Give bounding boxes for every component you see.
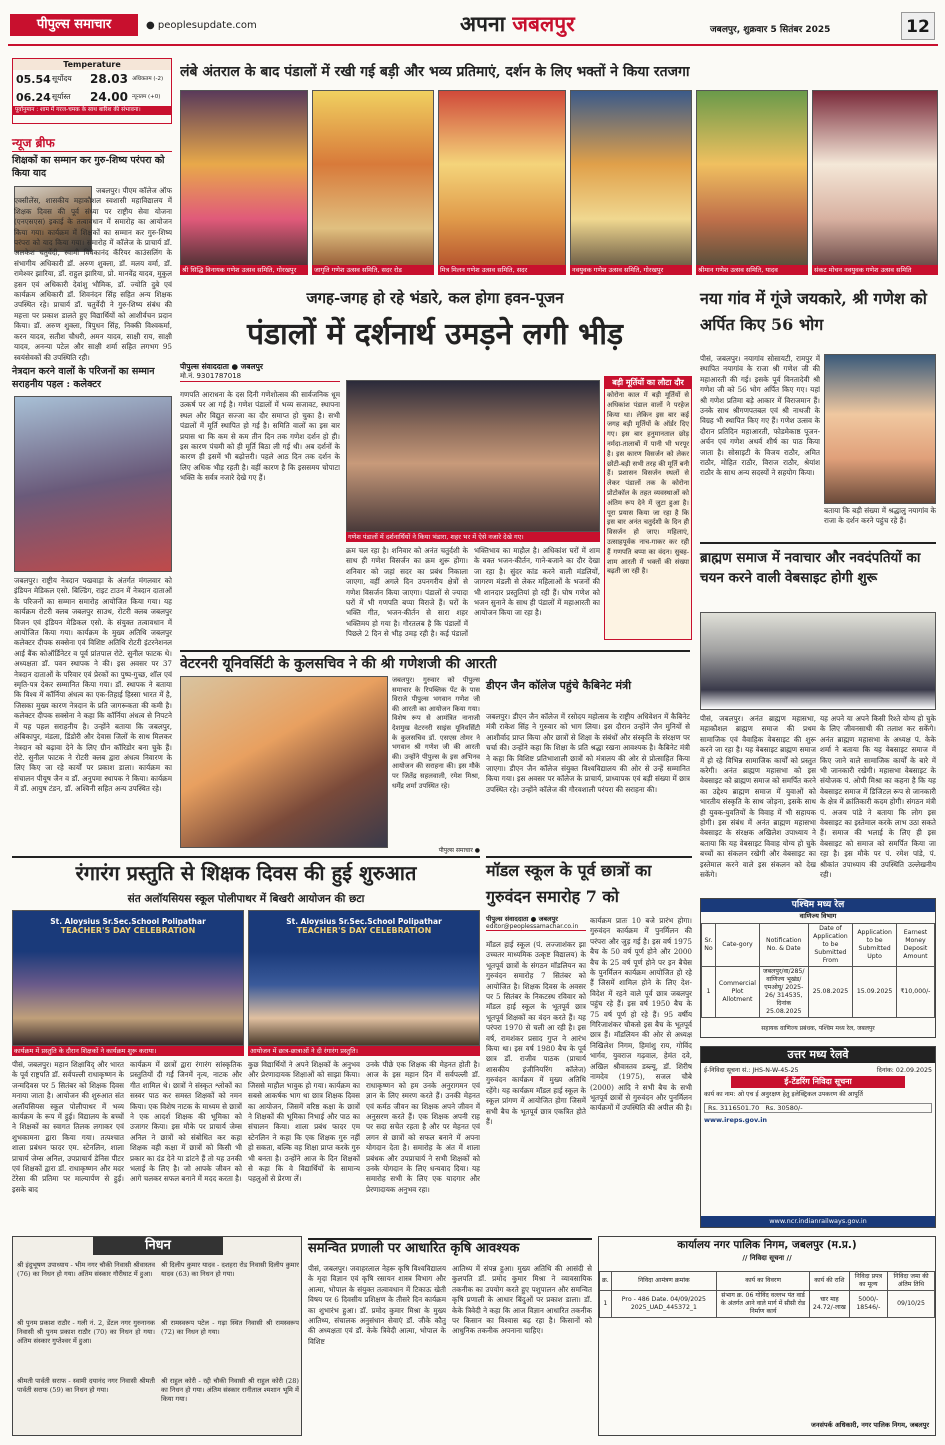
table-row [600,1291,935,1318]
lead-photo-caption: गणेश पंडालों में दर्शनार्थियों ने किया भंडारा, शहर भर में ऐसे नजारे देखे गए। [346,532,600,542]
nagar-td: Pro - 486 Date. 04/09/2025 2025_UAD_445372_1 [611,1291,716,1318]
page-number: 12 [901,12,935,40]
rangarang-photo-1 [12,910,244,1046]
wcr-table [701,923,935,1018]
table-row [702,967,935,1018]
forecast: पूर्वानुमान : शाम में गरज-चमक के साथ बारिश की संभावना। [13,106,171,115]
ncr-site[interactable]: www.ireps.gov.in [704,1115,768,1124]
ganesh-photo-5 [696,90,808,275]
weather-box [12,58,172,124]
navagaon-photo [824,354,936,504]
nagar-td: 5000/- 18546/- [849,1291,887,1318]
nagar-title: कार्यालय नगर पालिक निगम, जबलपुर (म.प्र.) [677,1239,857,1251]
brahmin-col-2: यह अपने या अपने किसी रिश्ते योग्य हो चुके के लिए जीवनसाथी की तलाश कर सकेंगे। अनंत ब्राह्मण महासभा के अध्यक्ष पं. केके शर्मा ने बताया कि यह वेबसाइट समाज में किए जाने वाले सामाजिक कार्यों के बारे में भी जानकारी रखेगी। महासभा वेबसाइट के संयोजक पं. ओपी मिश्रा का कहना है कि यह वेबसाइट समाज में डिजिटल रूप से जानकारी के क्षेत्र में क्रांतिकारी कदम होगी। संगठन मंत्री पं. अजय पांडे ने बताया कि लोग इस वेबसाइट का इस्तेमाल करके लाभ उठा सकते हैं। समाज की भलाई के लिए ही इस वेबसाइट को समाज को समर्पित किया जा रहा है। इस मौके पर पं. रमेश पांडे, पं. श्रीकांत उपाध्याय की उपस्थिति उल्लेखनीय रही। [820,714,936,880]
masthead [8,8,938,46]
section-title [460,10,575,38]
banner-teachers-day: TEACHER'S DAY CELEBRATION [60,926,196,935]
obit-item: श्री दिलीप कुमार यादव - दशहरा रोड निवासी दिलीप कुमार यादव (63) का निधन हो गया। [161,1261,299,1279]
nagar-sub: // निविदा सूचना // [742,1254,792,1262]
model-email[interactable]: editor@peoplessamachar.co.in [486,923,579,930]
vet-photo [180,676,388,848]
dateline: जबलपुर, शुक्रवार 5 सितंबर 2025 [710,25,831,35]
sunrise-time: 05.54 [16,72,51,86]
agri-headline: समन्वित प्रणाली पर आधारित कृषि आवश्यक [308,1238,592,1258]
nagar-td: 1 [600,1291,612,1318]
obit-item: श्रीमती पार्वती सराफ - स्वामी दयानंद नगर निवासी श्रीमती पार्वती सराफ (59) का निधन हो गया। [17,1377,155,1395]
wcr-footer: सहायक वाणिज्य प्रबंधक, पश्चिम मध्य रेल, जबलपुर [761,1025,875,1032]
nagar-td: 09/10/25 [888,1291,935,1318]
sunset-label: सूर्यास्त [52,92,71,101]
weather-title: Temperature [13,59,171,70]
min-label: न्यूनतम (+0) [132,93,161,100]
gallery-caption-4: नवयुवक गणेश उत्सव समिति, गोरखपुर [570,265,692,275]
rangarang-caption-1: कार्यक्रम में प्रस्तुति के दौरान शिक्षकों ने कार्यक्रम शुरू कराया। [12,1046,244,1056]
vet-credit: पीपुल्स समाचार ● [438,847,480,854]
rangarang-col-1: पीसं, जबलपुर। महान शिक्षाविद् और भारत के पूर्व राष्ट्रपति डॉ. सर्वपल्ली राधाकृष्णन के जन्मदिवस पर 5 सितंबर को शिक्षक दिवस मनाया जाता है। आयोजन की शुरुआत संत अलॉयसियस स्कूल पोलीपाथर में भव्य कार्यक्रम के रूप में हुई। विद्यालय के बच्चों ने शिक्षकों का स्वागत तिलक लगाकर एवं शुभकामना द्वारा किया गया। तत्पश्चात शाला प्रबंधन फादर एम. स्टेनलिन, शाला प्राचार्य जेम्स अनिल, उपप्राचार्य डेनिस पीटर एवं शिक्षकों द्वारा डॉ. राधाकृष्णन और मदर टेरेसा की प्रतिमा पर माल्यार्पण से हुई। इसके बाद [12,1060,124,1194]
model-byline [486,914,586,931]
ncr-cost-row [704,1103,932,1113]
ncr-no: ई-निविदा सूचना सं.: JHS-N-W-45-25 [704,1067,799,1074]
obit-item: श्री राहुल कोरी - रद्दी चौकी निवासी श्री राहुल कोरी (28) का निधन हो गया। अंतिम संस्कार रानीताल श्मशान भूमि में किया गया। [161,1377,299,1404]
obit-item: श्री इंदुभूषण उपाध्याय - भीम नगर चौकी निवासी श्रीवास्तव (76) का निधन हो गया। अंतिम संस्कार गौरीघाट में हुआ। [17,1261,155,1279]
brief-headline-1: शिक्षकों का सम्मान कर गुरु-शिष्य परंपरा को किया याद [12,155,165,179]
brahmin-headline: ब्राह्मण समाज में नवाचार और नवदंपतियों का चयन करने वाली वेबसाइट होगी शुरू [700,542,936,588]
nagar-th: कार्य का विवरण [717,1272,810,1291]
ganesh-photo-1 [180,90,308,275]
max-label: अधिकतम (-2) [132,75,164,82]
weather-row [13,88,171,106]
lead-kicker: जगह-जगह हो रहे भंडारे, कल होगा हवन-पूजन [306,289,564,307]
agri-col-2: आतिथ्य में संपन्न हुआ। मुख्य अतिथि की आसंदी से कुलपति डॉ. प्रमोद कुमार मिश्रा ने व्यावसायिक तकनीक का उपयोग करते हुए पशुपालन और समन्वित कृषि प्रणाली के आधार बिंदुओं पर प्रकाश डाला। डॉ. केके त्रिवेदी ने कहा कि आज विज्ञान आधारित तकनीक पर किसान का विश्वास बढ़ रहा है। किसानों को आधुनिक तकनीक अपनाना चाहिए। [452,1264,592,1336]
ganesh-photo-6 [812,90,938,275]
model-col-2: कार्यक्रम प्रातः 10 बजे प्रारंभ होगा। गुरुवंदन कार्यक्रम में पुनर्मिलन की परंपरा और जुड़ गई है। इस वर्ष 1975 बैच के 50 वर्ष पूर्ण होने और 2000 बैच के 25 वर्ष पूर्ण होने पर इन बैचेस के पुनर्मिलन कार्यक्रम आयोजित हो रहे हैं जिसमें शामिल होने के लिए देश-विदेश में रहने वाले पूर्व छात्र जबलपुर पहुंच रहे हैं। इस वर्ष 1950 बैच के 75 वर्ष पूर्ण हो रहे हैं। 95 वर्षीय गिरिजाशंकर चौकसे इस बैच के भूतपूर्व छात्र हैं। मॉडलियन की ओर से अध्यक्ष निखिलेश निगम, हिमांशु राय, गोविंद भार्गव, युवराज गढ़वाल, हेमंत दवे, अखिल श्रीवास्तव डब्ल्यू, डॉ. शिरीष नामदेव (1975), सजल चौबे (2000) आदि ने सभी बैच के सभी भूतपूर्व छात्रों से गुरुवंदन और पुनर्मिलन कार्यक्रमों में उपस्थिति की अपील की है। [590,916,692,1113]
gallery-caption-5: श्रीमान गणेश उत्सव समिति, यादव [696,265,808,275]
wcr-td: 15.09.2025 [853,967,897,1018]
obituary-title: निधन [93,1237,223,1255]
wcr-td: 25.08.2025 [808,967,853,1018]
wcr-td: जबलपुर/वा/285/ वाणिज्य भूखंड/एमओयू/ 2025-26/ 314535, दिनांक 25.08.2025 [760,967,809,1018]
wcr-tender [700,898,936,1038]
ncr-date: दिनांक: 02.09.2025 [876,1067,932,1074]
nagar-tender [598,1236,936,1436]
news-brief-label: न्यूज ब्रीफ [12,134,172,152]
model-col-1: मॉडल हाई स्कूल (पं. लज्जाशंकर झा उच्चतर माध्यमिक उत्कृष्ट विद्यालय) के भूतपूर्व छात्रों के संगठन मॉडलियन का गुरुवंदन समारोह 7 सितंबर को आयोजित है। शिक्षक दिवस के अवसर पर 5 सितंबर के निकटस्थ रविवार को मॉडल हाई स्कूल के भूतपूर्व छात्र भूतपूर्व शिक्षकों का वंदन करते हैं। यह परंपरा 1970 से चली आ रही है। इस वर्ष, रामशंकर प्रसाद गुप्त ने आरंभ किया था। इस वर्ष 1980 बैच के पूर्व छात्र डॉ. राजीव पाठक (प्राचार्य शासकीय इंजीनियरिंग कॉलेज) गुरुवंदन कार्यक्रम में मुख्य अतिथि रहेंगे। यह कार्यक्रम मॉडल हाई स्कूल के स्कूल प्रांगण में आयोजित होगा जिसमें सभी बैच के भूतपूर्व छात्र एकत्रित होते हैं। [486,940,586,1126]
sunset-time: 06.24 [16,90,51,104]
wcr-td: ₹10,000/- [896,967,934,1018]
nagar-th: निविदा आमंत्रण क्रमांक [611,1272,716,1291]
nagar-th: निविदा जमा की अंतिम तिथि [888,1272,935,1291]
model-headline: मॉडल स्कूल के पूर्व छात्रों का गुरुवंदन समारोह 7 को [486,856,692,910]
sidebox-text: कोरोना काल में बड़ी मूर्तियों से अधिकांश पंडाल वालों ने परहेज किया था। लेकिन इस बार कई जगह बड़ी मूर्तियों के ऑर्डर दिए गए। इस बार हनुमानताल छोड़ नर्मदा-तालाबों में पानी भी भरपूर है। इस कारण विसर्जन को लेकर छोटी-बड़ी सभी तरह की मूर्ति बनी हैं। प्रशासन विसर्जन स्थलों से लेकर पंडालों तक के कोरोना प्रोटोकॉल के तहत व्यवस्थाओं को अंतिम रूप देने में जुटा हुआ है। पूरा प्रयास किया जा रहा है कि इस बार अनंत चतुर्दशी के दिन ही विसर्जन हो जाए। महिलाएं, उत्साहपूर्वक नाच-गाकर कर रही हैं गणपति बप्पा का वंदन। सुबह-शाम आरती में भक्तों की संख्या बढ़ती जा रही है। [607,391,689,576]
ncr-work: कार्य का नाम: ओ एच ई अनुरक्षण हेतु इलेक्ट्रिकल उपकरण की आपूर्ति [704,1091,863,1098]
wcr-th: Notification No. & Date [760,924,809,967]
rangarang-caption-2: आयोजन में छात्र-छात्राओं ने दी रंगारंग प्रस्तुति। [248,1046,480,1056]
banner-teachers-day-2: TEACHER'S DAY CELEBRATION [296,926,432,935]
rangarang-sub: संत अलॉयसियस स्कूल पोलीपाथर में बिखरी आयोजन की छटा [127,893,365,905]
brief-text-2: जबलपुर। राष्ट्रीय नेत्रदान पखवाड़ा के अंतर्गत मंगलवार को इंडियन मेडिकल एसो. बिल्डिंग, राइट टाउन में नेत्रदान दाताओं के परिजनों का सम्मान समारोह आयोजित किया गया। यह कार्यक्रम रोटरी क्लब जबलपुर साउथ, रोटरी क्लब जबलपुर विजन एवं इंडियन मेडिकल एसो. के संयुक्त तत्वावधान में आयोजित किया गया। कार्यक्रम के मुख्य अतिथि जबलपुर कलेक्टर दीपक सक्सेना एवं विशिष्ट अतिथि रोटरी इंटरनेशनल आई बैंक कोऑर्डिनेटर व पूर्व प्रांतपाल रोटे. सुनील फाटक थे। अध्यक्षता डॉ. पवन स्थापक ने की। इस अवसर पर 37 नेत्रदान दाताओं के परिवार एवं प्रेरकों का पुष्प-गुच्छ, शॉल एवं स्मृति-पत्र देकर सम्मानित किया गया। डॉ. स्थापक ने बताया कि विश्व में कॉर्निया अंधत्व का एक-तिहाई हिस्सा भारत में है, जिसका मुख्य कारण नेत्रदान के प्रति जागरूकता की कमी है। कलेक्टर दीपक सक्सेना ने कहा कि कॉर्निया अंधत्व से निपटने में यह पहल सराहनीय है। उन्होंने बताया कि जबलपुर, अंबिकापुर, मंडला, डिंडोरी और देवास जिलों के साथ मिलकर नेत्रदान को बढ़ावा देने के लिए ग्रीन कॉरिडोर बना चुके हैं। रोटे. सुनील फाटक ने रोटरी क्लब द्वारा अंधत्व निवारण के लिए किए जा रहे कार्यों पर प्रकाश डाला। कार्यक्रम का संचालन पीयूष जैन व डॉ. अनुपमा स्थापक ने किया। कार्यक्रम में डॉ. आयुष टंडन, डॉ. अश्विनी सहित अन्य उपस्थित रहे। [14,576,172,794]
gallery-caption-3: मित्र मिलन गणेश उत्सव समिति, सदर [438,265,566,275]
vet-headline: वेटरनरी यूनिवर्सिटी के कुलसचिव ने की श्री गणेशजी की आरती [180,650,690,674]
wcr-title: पश्चिम मध्य रेल [701,899,935,912]
brief-text-1: जबलपुर। पीएम कॉलेज ऑफ एक्सीलेंस, शासकीय महाकौशल स्वशासी महाविद्यालय में शिक्षक दिवस की पूर्व संध्या पर राष्ट्रीय सेवा योजना (एनएसएस) इकाई के तत्वावधान में समारोह का आयोजन किया गया। कार्यक्रम में शिक्षकों का सम्मान कर गुरु-शिष्य परंपरा को याद किया गया। समारोह में कॉलेज के प्राचार्य डॉ. अलकेश चतुर्वेदी, स्वामी विवेकानंद कॅरियर काउंसलिंग के संभागीय अधिकारी डॉ. अरुण शुक्ला, डॉ. मलय वर्मा, डॉ. रामेश्वर झारिया, डॉ. राहुल झारिया, प्रो. मानवेंद्र यादव, मुकुल हसन एवं अधिकारी देवांशु भौमिक, डॉ. ज्योति दुबे एवं कार्यक्रम अधिकारी डॉ. शिवनंदन सिंह सहित अन्य शिक्षक उपस्थित रहे। प्राचार्य डॉ. चतुर्वेदी ने गुरु-शिष्य संबंध की महत्ता पर प्रकाश डालते हुए विद्यार्थियों को आशीर्वचन प्रदान किया। डॉ. अरुण शुक्ला, त्रिपुधन सिंह, निक्की विश्वकर्मा, करन यादव, सतीश चौधरी, अमन यादव, साक्षी राय, साक्षी यादव, अनन्या पटेल और साक्षी शर्मा सहित लगभग 95 स्वयंसेवकों की उपस्थिति रही। [14,186,172,362]
vet-text: जबलपुर। गुरुवार को पीपुल्स समाचार के रिपब्लिक पेंट के पास विराजे पीपुल्स भगवान गणेश जी की आरती का आयोजन किया गया। विशेष रूप से आमंत्रित नानाजी देशमुख वेटरनरी साइंस यूनिवर्सिटी के कुलसचिव डॉ. एसएस तोमर ने भगवान श्री गणेश जी की आरती की। उन्होंने पीपुल्स के इस अभिनव आयोजन की सराहना की। इस मौके पर जितेंद्र सहलवाली, रमेश मिश्रा, धर्मेंद्र शर्मा उपस्थित रहे। [392,676,480,790]
banner-school-2: St. Aloysius Sr.Sec.School Polipathar [286,917,442,926]
min-temp: 24.00 [90,90,128,104]
ganesh-photo-4 [570,90,692,275]
navagaon-text: पीसं, जबलपुर। नयागांव सोसायटी, रामपुर में स्थापित नयागांव के राजा श्री गणेश जी की महाआरती की गई। इसके पूर्व विनतादेवी श्री गणेश जी को 56 भोग अर्पित किए गए। यहां श्री गणेश प्रतिमा बड़े आकार में विराजमान हैं। उनके साथ श्रीगणपतबल एवं श्री नाथजी के विग्रह भी स्थापित किए गए हैं। गणेश उत्सव के दौरान प्रतिदिन महाआरती, फोडमेकाष्ठ पूजन-अर्चन एवं गणेश अथर्व शीर्ष का पाठ किया जाता है। सोसाइटी के विजय राठौर, अमित राठौर, मोहित राठौर, विराज राठौर, श्रेयांश राठौर के साथ अन्य सदस्यों ने सहयोग किया। [700,354,820,478]
nagar-th: क्र. [600,1272,612,1291]
gallery-caption-2: जागृति गणेश उत्सव समिति, सदर रोड [312,265,434,275]
lead-headline: पंडालों में दर्शनार्थ उमड़ने लगी भीड़ [246,317,624,352]
obit-item: श्री पुनम प्रकाश राठौर - गली नं. 2, डेंटल नगर गुरुनानक निवासी श्री पुनम प्रकाश राठौर (70) का निधन हो गया। अंतिम संस्कार गुप्तेश्वर में हुआ। [17,1319,155,1346]
wcr-td: Commercial Plot Allotment [715,967,759,1018]
obit-item: श्री रामस्वरूप पटेल - गढ़ा स्थित निवासी श्री रामस्वरूप (72) का निधन हो गया। [161,1319,299,1337]
dean-headline: डीएन जैन कॉलेज पहुंचे कैबिनेट मंत्री [486,679,632,692]
brahmin-photo [700,612,936,710]
nagar-th: निविदा प्रपत्र का मूल्य [849,1272,887,1291]
brief-headline-2: नेत्रदान करने वालों के परिजनों का सम्मान सराहनीय पहल : कलेक्टर [12,366,155,390]
max-temp: 28.03 [90,72,128,86]
nagar-footer: जनसंपर्क अधिकारी, नगर पालिक निगम, जबलपुर [811,1421,929,1429]
gallery-headline: लंबे अंतराल के बाद पंडालों में रखी गई बड़ी और भव्य प्रतिमाएं, दर्शन के लिए भक्तों ने किया रतजगा [180,64,690,80]
wcr-th: Sr. No [702,924,716,967]
ncr-tender-title: ई-टेंडरिंग निविदा सूचना [731,1076,905,1088]
ncr-footer[interactable]: www.ncr.indianrailways.gov.in [701,1216,935,1227]
rangarang-headline: रंगारंग प्रस्तुति से शिक्षक दिवस की हुई शुरुआत [12,856,480,888]
brahmin-col-1: पीसं, जबलपुर। अनंत ब्राह्मण महासभा, महाकौशल ब्राह्मण समाज की प्रथम सामाजिक एवं वैवाहिक वेबसाइट की शुरू करने जा रहा है। यह वेबसाइट ब्राह्मण समाज में हो रहे विभिन्न सामाजिक कार्यों को प्रस्तुत करेगी। अनंत ब्राह्मण महासभा को इस वेबसाइट को ब्राह्मण समाज को समर्पित करने का उद्देश्य ब्राह्मण समाज में युवाओं को भारतीय संस्कृति के साथ जोड़ना, इसके साथ ही युवक-युवतियों के विवाह में भी सहायक होगी। इस संबंध में अनंत ब्राह्मण महासभा वेबसाइट के संरक्षक अखिलेश उपाध्याय ने बताया कि यह वेबसाइट विवाह योग्य हो चुके बच्चों का संकलन रखेगी और वेबसाइट का इस्तेमाल करने वाले इस संकलन को देख सकेंगे। [700,714,816,880]
section-title-a: अपना [460,11,506,36]
nagar-td: चार माह 24.72/-लाख [810,1291,850,1318]
rangarang-col-3: कुछ विद्यार्थियों ने अपने शिक्षकों के अनुभव और प्रेरणादायक शिक्षाओं को साझा किया। जिससे माहौल भावुक हो गया। कार्यक्रम का सबसे आकर्षक भाग था छात्र शिक्षक दिवस का आयोजन, जिसमें वरिष्ठ कक्षा के छात्रों ने शिक्षकों की भूमिका निभाई और पाठ का संचालन किया। शाला प्रबंध फादर एम स्टेनलिन ने कहा कि एक शिक्षक गुरु नहीं हो सकता, बल्कि वह शिक्षा प्राप्त करके गुरु भी बनता है। उन्होंने आज के दिन शिक्षकों से कहा कि वे विद्यार्थियों के सामान्य पहलुओं से प्रेरणा लें। [248,1060,360,1184]
agri-col-1: पीसं, जबलपुर। जवाहरलाल नेहरू कृषि विश्वविद्यालय के मृदा विज्ञान एवं कृषि रसायन शास्त्र विभाग और आत्मा, भोपाल के संयुक्त तत्वावधान में टिकाऊ खेती विषय पर 6 दिवसीय प्रशिक्षण के तीसरे दिन कार्यक्रम का शुभारंभ हुआ। डॉ. प्रमोद कुमार मिश्रा के मुख्य आतिथ्य, संचालक अनुसंधान सेवाएं डॉ. जीके कौतु की अध्यक्षता एवं डॉ. केके त्रिवेदी आत्मा, भोपाल के विशिष्ट [308,1264,446,1346]
wcr-sub: वाणिज्य विभाग [799,912,837,920]
sunrise-label: सूर्योदय [52,74,72,83]
rangarang-photo-2 [248,910,480,1046]
lead-col-3: भक्तिभाव का माहौल है। अधिकांश घरों में शाम के वक्त भजन-कीर्तन, गाने-बजाने का दौर देखा जा रहा है। सुंदर कांड करने वाली मंडलियों, जागरण मंडली से लेकर महिलाओं के भजनों की भी शानदार प्रस्तुतियां हो रही हैं। घोष गणेश को भजन सुनाने के साथ ही पंडालों में महाआरती का आयोजन किया जा रहा है। [474,546,600,618]
ncr-cost: Rs. 3116501.70 [708,1103,760,1112]
wcr-th: Date of Application to be Submitted From [808,924,853,967]
rangarang-col-4: उनके पीछे एक शिक्षक की मेहनत होती है। आज के इस महान दिन में सर्वपल्ली डॉ. राधाकृष्णन को हम उनके अनुरागमन एवं ज्ञान के लिए स्मरण करते हैं। उनकी मेहनत एवं कर्मठ जीवन का शिक्षक अपने जीवन में अनुसरण करते हैं। एक शिक्षक अपनी राह पर सदा सचेत रहता है और पर मेहनत एवं लगन से छात्रों को सफल बनाने में अपना योगदान देता है। समारोह के अंत में शाला प्रबंधक और उपप्राचार्य ने सभी शिक्षकों को उनके योगदान के लिए धन्यवाद दिया। यह समारोह सभी के लिए एक यादगार और प्रेरणादायक अनुभव रहा। [366,1060,480,1194]
wcr-th: Earnest Money Deposit Amount [896,924,934,967]
ncr-tender [700,1046,936,1228]
banner-school: St. Aloysius Sr.Sec.School Polipathar [50,917,206,926]
gallery-photos [180,90,938,275]
navagaon-caption: बताया कि बड़ी संख्या में श्रद्धालु नयागांव के राजा के दर्शन करने पहुंच रहे हैं। [824,506,936,526]
ncr-emd: Rs. 30580/- [765,1103,803,1112]
lead-mobile: मो.नं. 9301787018 [180,372,242,380]
nagar-th: कार्य की राशि [810,1272,850,1291]
ganesh-photo-3 [438,90,566,275]
nagar-td: संभाग क्र. 06 गोविंद वल्लभ पंत वार्ड के अंतर्गत आने वाले मार्ग में सीसी रोड निर्माण कार्य [717,1291,810,1318]
weather-row [13,70,171,88]
site-url[interactable]: ● peoplesupdate.com [146,20,257,31]
model-byline-text: पीपुल्स संवाददाता ● जबलपुर [486,915,558,923]
lead-byline [180,362,340,382]
lead-col-2: क्रम चल रहा है। शनिवार को अनंत चतुर्दशी के साथ ही गणेश विसर्जन का क्रम शुरू होगा। शनिवार को जहां सदर का प्रबंध निकाला जाएगा, वहीं अगले दिन उपनगरीय क्षेत्रों से गणेश विसर्जन किया जाएगा। पंडालों से ज्यादा घरों में भी गणपति बप्पा विराजे हैं। घरों के भक्ति गीत, भजन-कीर्तन से सारा शहर भक्तिमय हो गया है। गौरतलब है कि पंडालों में पिछले 2 दिन से भीड़ उमड़ रही है। कई पंडालों [346,546,468,639]
rangarang-col-2: कार्यक्रम में छात्रों द्वारा रंगारंग सांस्कृतिक प्रस्तुतियों दी गईं जिनमें नृत्य, नाटक और गीत शामिल थे। छात्रों ने संस्कृत श्लोकों का सस्वर पाठ कर समस्त शिक्षकों को नमन किया। एक विशेष नाटक के माध्यम से छात्रों ने एक आदर्श शिक्षक की भूमिका को उजागर किया। इस मौके पर प्राचार्य जेम्स अनिल ने छात्रों को संबोधित कर कहा शिक्षक वही कक्षा में छात्रों को किसी भी प्रकार का दंड देने या डांटने हैं तो यह उनकी भलाई के लिए है। जो आपके जीवन को आगे चलकर सफल बनाने में मदद करता है। [130,1060,242,1184]
wcr-th: Application to be Submitted Upto [853,924,897,967]
navagaon-headline: नया गांव में गूंजे जयकारे, श्री गणेश को अर्पित किए 56 भोग [700,289,927,334]
gallery-caption-6: संकट मोचन नवयुवक गणेश उत्सव समिति [812,265,938,275]
dean-text: जबलपुर। डीएन जैन कॉलेज में रसोदय महोत्सव के राष्ट्रीय अधिवेशन में कैबिनेट मंत्री राकेश सिंह ने गुरुवार को भाग लिया। इस दौरान उन्होंने जैन मुनियों से आशीर्वाद प्राप्त किया और छात्रों से शिक्षा के संबंधों और संस्कृति के संरक्षण पर चर्चा की। उन्होंने कहा कि शिक्षा के प्रति श्रद्धा रखना आवश्यक है। कैबिनेट मंत्री ने कहा कि विशिष्ट प्रतिभाशाली छात्रों को मंत्रालय की ओर से प्रोत्साहित किया जाएगा। डीएन जैन कॉलेज संयुक्त विश्वविद्यालय की ओर से उन्हें सम्मानित किया गया। इस अवसर पर कॉलेज के प्राचार्य, प्राध्यापक एवं बड़ी संख्या में छात्र उपस्थित रहे। उन्होंने कॉलेज की गौरवशाली परंपरा की सराहना की। [486,712,690,794]
brief-photo-2 [14,396,172,572]
nagar-table-header [600,1272,935,1291]
sidebox [604,376,692,640]
ncr-title: उत्तर मध्य रेलवे [701,1047,935,1063]
wcr-table-header [702,924,935,967]
ganesh-photo-2 [312,90,434,275]
ncr-meta [701,1063,935,1076]
wcr-th: Cate-gory [715,924,759,967]
nagar-table [599,1271,935,1318]
lead-col-1: गणपति आराधना के दस दिनी गणेशोत्सव की सार्वजनिक धूम उत्कर्ष पर आ गई है। गणेश पंडालों में भव्य सजावट, स्थापना स्थल और विद्युत सज्जा का दौर समाप्त हो चुका है। सभी पंडालों में मूर्ति स्थापित हो गई है। समिति वालों का इस बार प्रयास था कि कम से कम तीन दिन तक गणेश दर्शन हो ही। इस कारण पंचमी को ही मूर्ति बिठा ली गई थी। अब दर्शनों के कारण ही इसमें भी बढ़ोत्तरी। पहले आठ दिन तक दर्शन के लिए अधिक भीड़ रहती है। वहीं कारण है कि इससमय चोपाटा भक्ति के सर्वत्र नजारे देखे गए हैं। [180,390,340,483]
section-title-b: जबलपुर [512,11,575,36]
wcr-td: 1 [702,967,716,1018]
lead-byline-text: पीपुल्स संवाददाता ● जबलपुर [180,362,263,371]
gallery-caption-1: श्री सिद्धि विनायक गणेश उत्सव समिति, गोरखपुर [180,265,308,275]
sidebox-title: बड़ी मूर्तियों का लौटा दौर [605,377,691,389]
lead-crowd-photo [346,380,600,532]
newspaper-logo: पीपुल्स समाचार [10,14,138,36]
obituary-box [12,1236,302,1436]
